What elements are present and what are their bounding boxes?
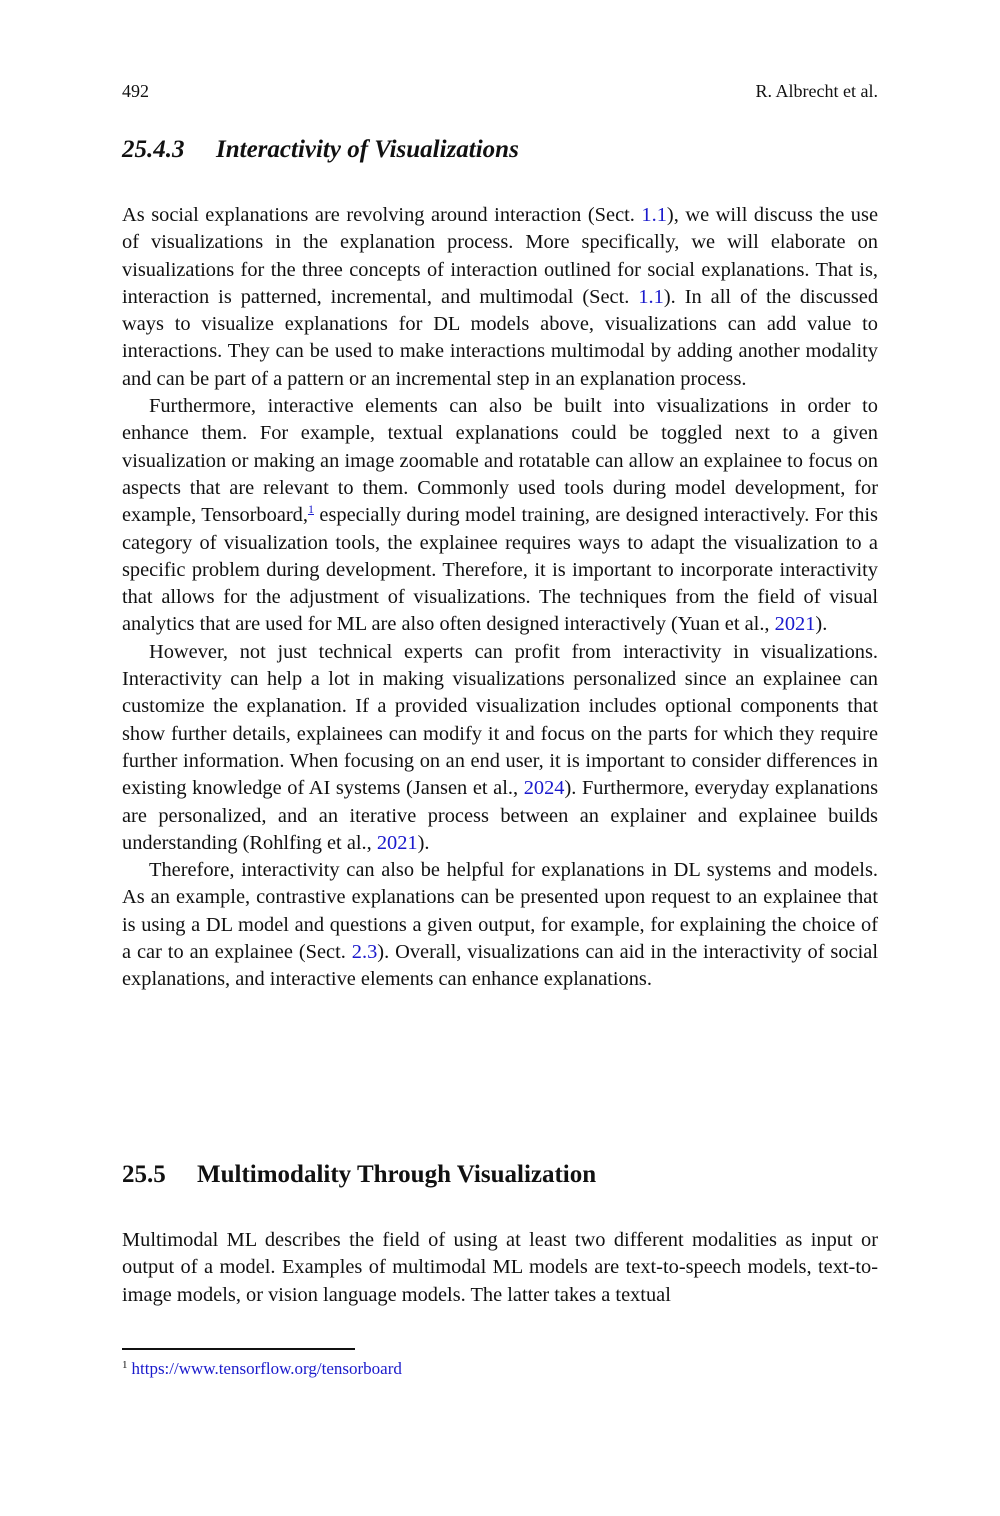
paragraph-4: Therefore, interactivity can also be helpful for explanations in DL systems and models. As an example, contrastive explanations can be presented upon request to an explainee that is using a DL model and questions a given output, for example, for explaining the choice of a car to an explainee (Sect. 2.3). Overall, visualizations can aid in the interactivity of social explanations, and interactive elements can enhance explanations. (122, 859, 878, 991)
section-body-multimodality (122, 1227, 878, 1309)
cross-ref-sect-1-1[interactable]: 1.1 (641, 204, 667, 226)
section-title: Multimodality Through Visualization (197, 1161, 597, 1188)
subsection-number: 25.4.3 (122, 136, 185, 163)
page-number: 492 (122, 81, 149, 101)
section-body-interactivity (122, 202, 878, 994)
footnote-divider (122, 1348, 355, 1350)
section-number: 25.5 (122, 1161, 166, 1188)
cross-ref-sect-1-1[interactable]: 1.1 (638, 285, 664, 308)
footnote-1 (122, 1354, 402, 1380)
citation-yuan-2021[interactable]: 2021 (774, 613, 816, 636)
subsection-title: Interactivity of Visualizations (216, 136, 519, 163)
section-heading (122, 1159, 596, 1191)
citation-jansen-2024[interactable]: 2024 (523, 777, 565, 800)
footnote-ref-1[interactable]: 1 (307, 502, 314, 517)
paragraph-multimodal: Multimodal ML describes the field of using at least two different modalities as input or output of a model. Examples of multimodal ML models are text-to-speech models, text-to-image models, or vision language models. The latter takes a textual (122, 1229, 878, 1306)
footnote-url-link[interactable]: https://www.tensorflow.org/tensorboard (131, 1359, 402, 1378)
citation-rohlfing-2021[interactable]: 2021 (376, 831, 418, 854)
paragraph-2: Furthermore, interactive elements can also be built into visualizations in order to enhance them. For example, textual explanations could be toggled next to a given visualization or making an image zoomable and rotatable can allow an explainee to focus on aspects that are relevant to them. Commonly used tools during model development, for example, Tensorboard,$^1$ especially during model training, are designed interactively. For this category of visualization tools, the explainee requires ways to adapt the visualization to a specific problem during development. Therefore, it is important to incorporate interactivity that allows for the adjustment of visualizations. The techniques from the field of visual analytics that are used for ML are also often designed interactively (Yuan et al., 2021). (122, 395, 878, 636)
paragraph-3: However, not just technical experts can profit from interactivity in visualizations. Interactivity can help a lot in making visualizations personalized since an explainee can customize the explanation. If a provided visualization includes optional components that show further details, explainees can modify it and focus on the parts for which they require further information. When focusing on an end user, it is important to consider differences in existing knowledge of AI systems (Jansen et al., 2024). Furthermore, everyday explanations are personalized, and an iterative process between an explainer and explainee builds understanding (Rohlfing et al., 2021). (122, 640, 878, 854)
paragraph-1: As social explanations are revolving around interaction (Sect. 1.1), we will discuss the use of visualizations in the explanation process. More specifically, we will elaborate on visualizations for the three concepts of interaction outlined for social explanations. That is, interaction is patterned, incremental, and multimodal (Sect. 1.1). In all of the discussed ways to visualize explanations for DL models above, visualizations can add value to interactions. They can be used to make interactions multimodal by adding another modality and can be part of a pattern or an incremental step in an explanation process. (122, 204, 879, 390)
footnote-number: 1 (122, 1359, 128, 1371)
subsection-heading (122, 134, 519, 166)
running-head-authors: R. Albrecht et al. (755, 81, 878, 101)
cross-ref-sect-2-3[interactable]: 2.3 (351, 941, 378, 964)
